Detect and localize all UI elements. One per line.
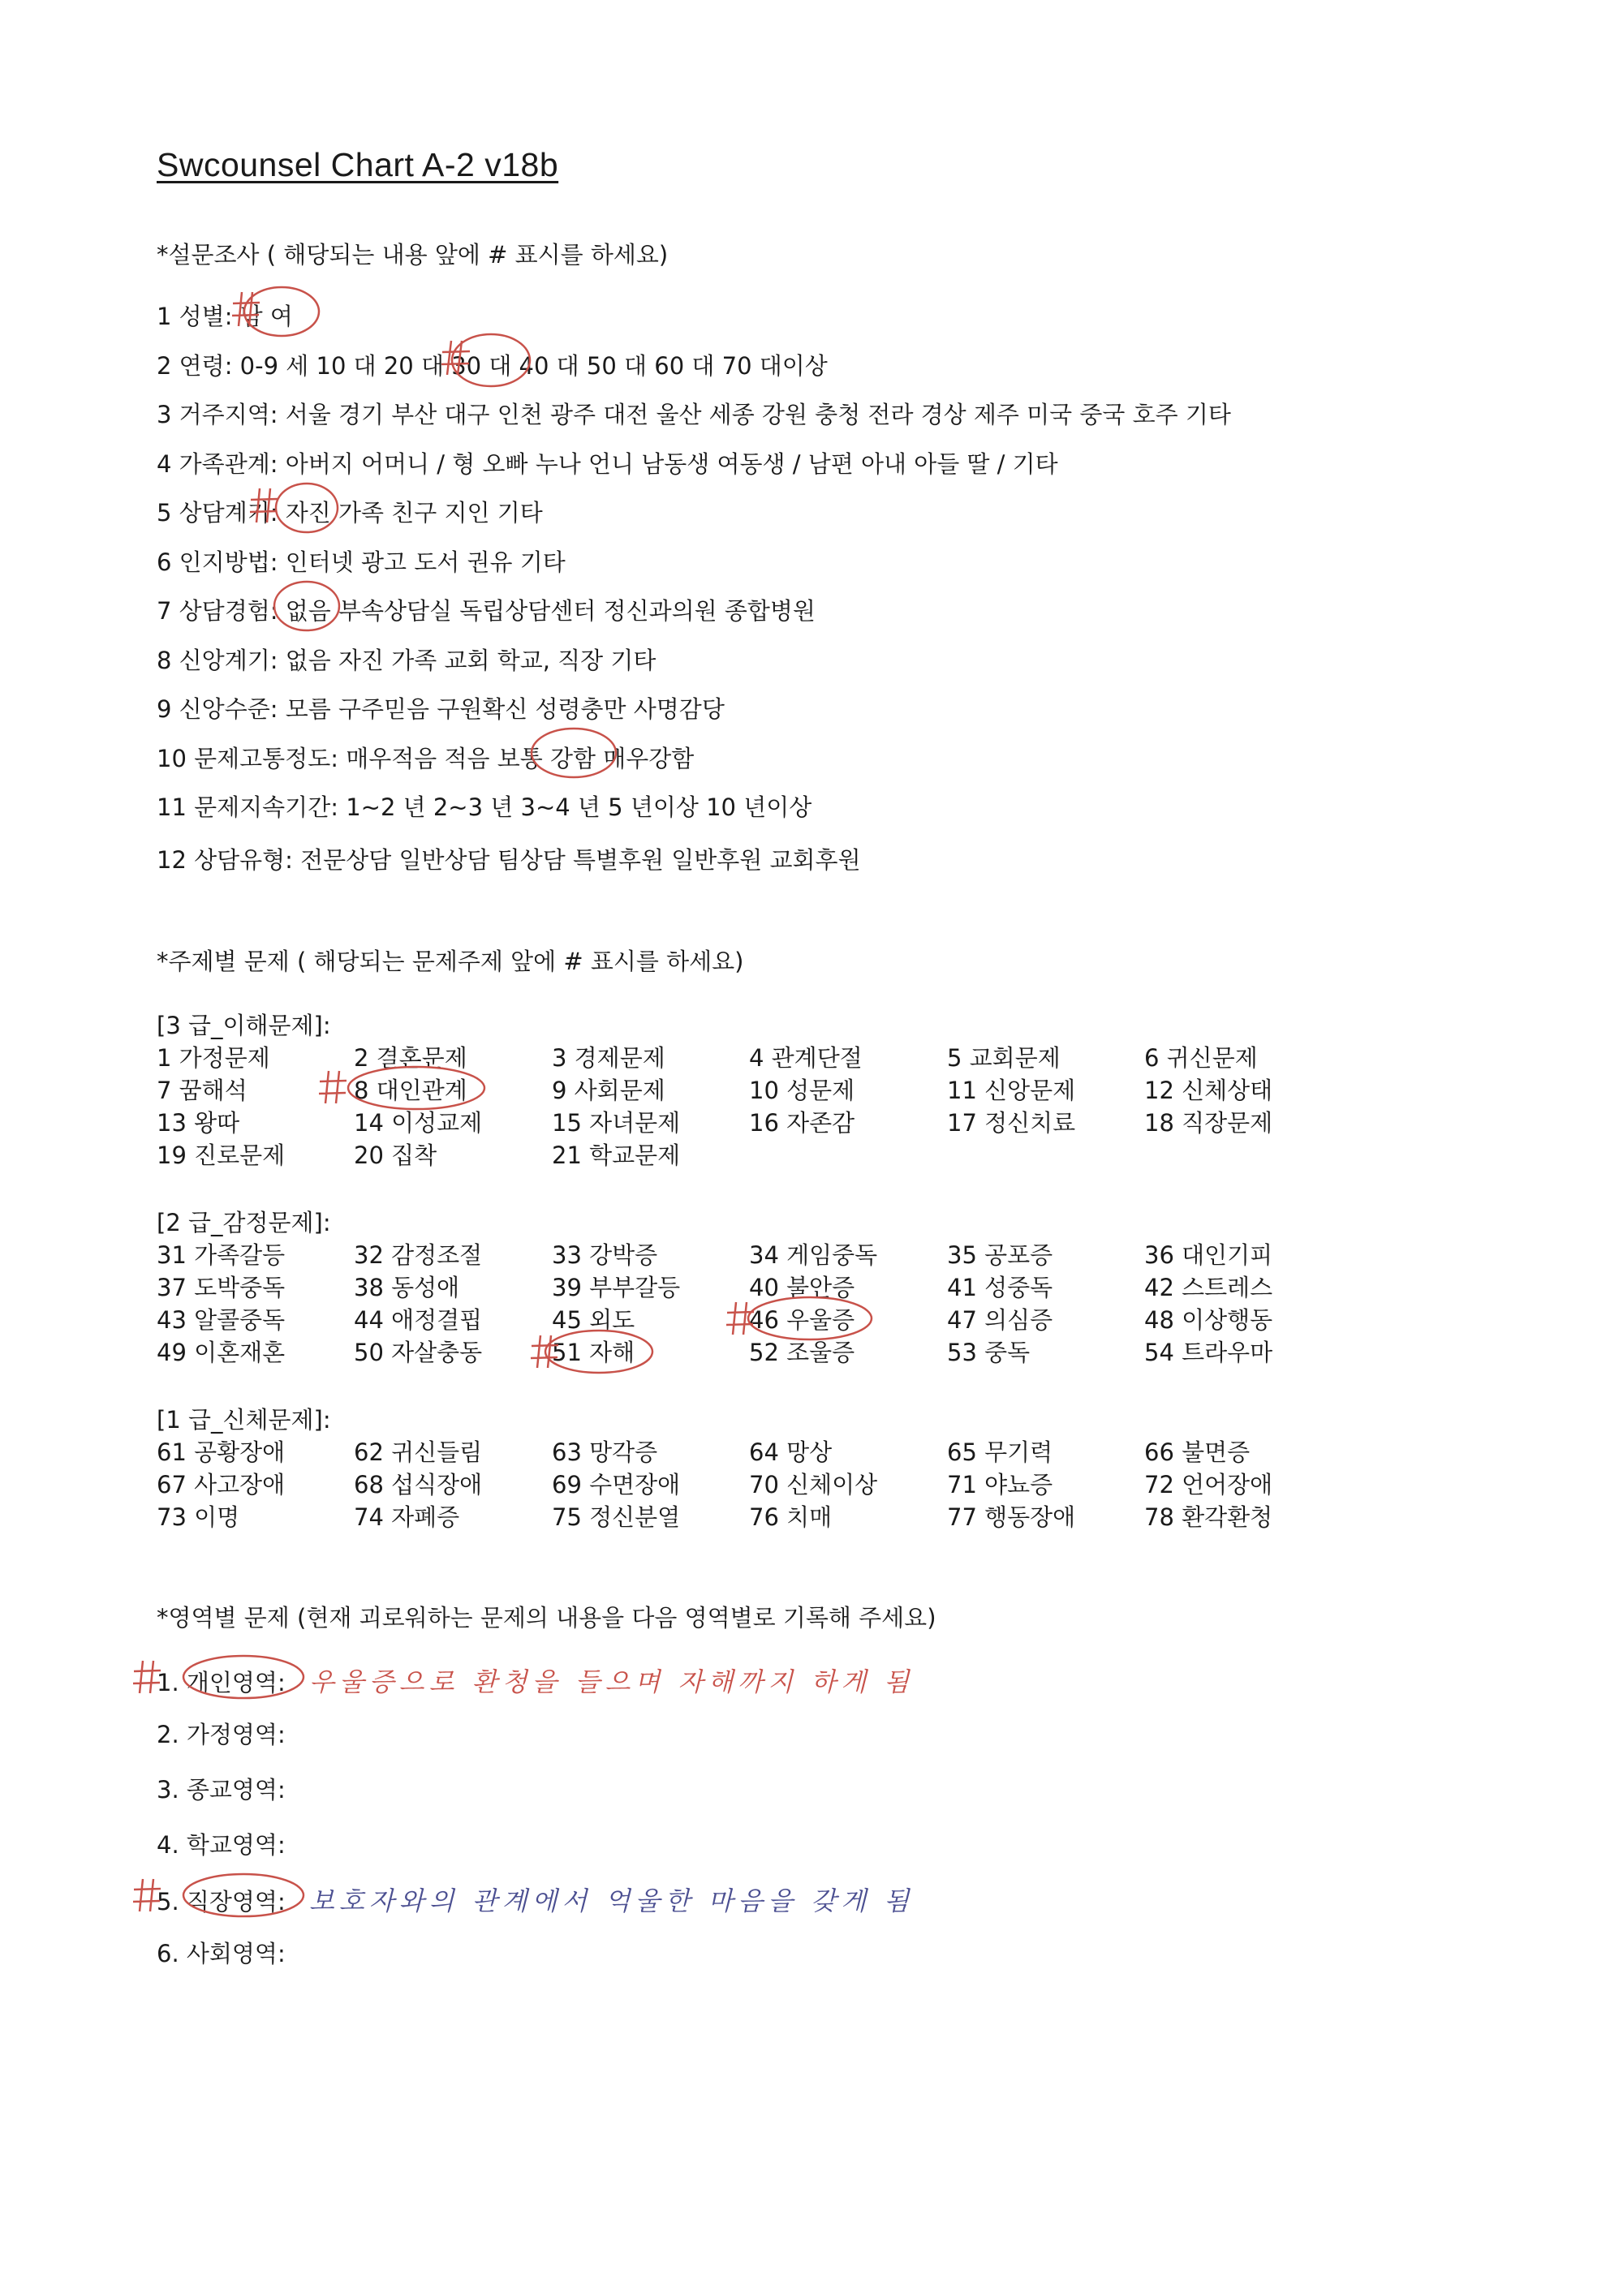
theme-item: 17 정신치료 [947, 1109, 1076, 1137]
document-page [157, 146, 1552, 184]
theme-item: 7 꿈해석 [157, 1077, 248, 1104]
theme-item: 72 언어장애 [1144, 1471, 1273, 1498]
theme-item: 74 자폐증 [354, 1503, 460, 1531]
theme-item: 19 진로문제 [157, 1142, 286, 1169]
theme-item: 20 집착 [354, 1142, 437, 1169]
grade2-label: [2 급_감정문제]: [157, 1209, 331, 1236]
theme-item: 13 왕따 [157, 1109, 240, 1137]
theme-item: 5 교회문제 [947, 1044, 1061, 1072]
theme-item: 64 망상 [749, 1438, 833, 1466]
theme-item: 11 신앙문제 [947, 1077, 1076, 1104]
theme-item: 44 애정결핍 [354, 1306, 483, 1334]
theme-item: 49 이혼재혼 [157, 1339, 286, 1366]
theme-item: 67 사고장애 [157, 1471, 286, 1498]
theme-item: 2 결혼문제 [354, 1044, 467, 1072]
theme-item: 15 자녀문제 [552, 1109, 681, 1137]
theme-item: 9 사회문제 [552, 1077, 665, 1104]
theme-item: 38 동성애 [354, 1274, 460, 1301]
theme-item: 47 의심증 [947, 1306, 1053, 1334]
theme-item: 45 외도 [552, 1306, 635, 1334]
area-personal [157, 1662, 914, 1699]
area-religion-label: 3. 종교영역: [157, 1776, 286, 1804]
area-work [157, 1881, 914, 1918]
grade1-label: [1 급_신체문제]: [157, 1406, 331, 1434]
theme-item: 53 중독 [947, 1339, 1031, 1366]
grade3-label: [3 급_이해문제]: [157, 1012, 331, 1039]
theme-item: 46 우울증 [749, 1306, 855, 1334]
theme-item: 61 공황장애 [157, 1438, 286, 1466]
theme-item: 69 수면장애 [552, 1471, 681, 1498]
theme-item: 43 알콜중독 [157, 1306, 286, 1334]
theme-item: 71 야뇨증 [947, 1471, 1053, 1498]
survey-q11: 11 문제지속기간: 1~2 년 2~3 년 3~4 년 5 년이상 10 년이상 [157, 793, 812, 821]
theme-item: 52 조울증 [749, 1339, 855, 1366]
theme-item: 10 성문제 [749, 1077, 855, 1104]
theme-item: 4 관계단절 [749, 1044, 863, 1072]
theme-item: 78 환각환청 [1144, 1503, 1273, 1531]
survey-q5: 5 상담계기: 자진 가족 친구 지인 기타 [157, 499, 543, 527]
theme-item: 32 감정조절 [354, 1241, 483, 1269]
document-title: Swcounsel Chart A-2 v18b [157, 146, 559, 183]
survey-q2: 2 연령: 0-9 세 10 대 20 대 30 대 40 대 50 대 60 대 70 대이상 [157, 352, 828, 380]
theme-item: 37 도박중독 [157, 1274, 286, 1301]
areas-heading: *영역별 문제 (현재 괴로워하는 문제의 내용을 다음 영역별로 기록해 주세요) [157, 1604, 936, 1632]
survey-heading: *설문조사 ( 해당되는 내용 앞에 # 표시를 하세요) [157, 241, 669, 269]
theme-item: 75 정신분열 [552, 1503, 681, 1531]
theme-item: 16 자존감 [749, 1109, 855, 1137]
theme-item: 42 스트레스 [1144, 1274, 1273, 1301]
theme-item: 35 공포증 [947, 1241, 1053, 1269]
area-work-label: 5. 직장영역: [157, 1888, 286, 1915]
theme-item: 51 자해 [552, 1339, 635, 1366]
survey-q10: 10 문제고통정도: 매우적음 적음 보통 강함 매우강함 [157, 745, 695, 772]
theme-item: 3 경제문제 [552, 1044, 665, 1072]
theme-item: 21 학교문제 [552, 1142, 681, 1169]
theme-item: 65 무기력 [947, 1438, 1053, 1466]
theme-item: 77 행동장애 [947, 1503, 1076, 1531]
theme-item: 39 부부갈등 [552, 1274, 681, 1301]
survey-q8: 8 신앙계기: 없음 자진 가족 교회 학교, 직장 기타 [157, 647, 657, 674]
theme-item: 18 직장문제 [1144, 1109, 1273, 1137]
theme-item: 68 섭식장애 [354, 1471, 483, 1498]
survey-q9: 9 신앙수준: 모름 구주믿음 구원확신 성령충만 사명감당 [157, 695, 725, 723]
theme-item: 12 신체상태 [1144, 1077, 1273, 1104]
area-social-label: 6. 사회영역: [157, 1940, 286, 1967]
area-work-note: 보호자와의 관계에서 억울한 마음을 갖게 됨 [308, 1885, 915, 1916]
area-family-label: 2. 가정영역: [157, 1721, 286, 1748]
survey-q12: 12 상담유형: 전문상담 일반상담 팀상담 특별후원 일반후원 교회후원 [157, 846, 861, 874]
survey-q1: 1 성별: 남 여 [157, 303, 293, 330]
area-school-label: 4. 학교영역: [157, 1831, 286, 1859]
area-personal-label: 1. 개인영역: [157, 1669, 286, 1696]
theme-item: 50 자살충동 [354, 1339, 483, 1366]
theme-item: 36 대인기피 [1144, 1241, 1273, 1269]
theme-item: 70 신체이상 [749, 1471, 878, 1498]
theme-item: 14 이성교제 [354, 1109, 483, 1137]
survey-q7: 7 상담경험: 없음 부속상담실 독립상담센터 정신과의원 종합병원 [157, 597, 816, 625]
theme-item: 33 강박증 [552, 1241, 658, 1269]
survey-q6: 6 인지방법: 인터넷 광고 도서 권유 기타 [157, 548, 566, 576]
theme-item: 31 가족갈등 [157, 1241, 286, 1269]
survey-q3: 3 거주지역: 서울 경기 부산 대구 인천 광주 대전 울산 세종 강원 충청 전라 경상 제주 미국 중국 호주 기타 [157, 401, 1231, 428]
theme-item: 41 성중독 [947, 1274, 1053, 1301]
theme-item: 66 불면증 [1144, 1438, 1251, 1466]
theme-item: 48 이상행동 [1144, 1306, 1273, 1334]
theme-item: 8 대인관계 [354, 1077, 467, 1104]
theme-item: 40 불안증 [749, 1274, 855, 1301]
theme-item: 63 망각증 [552, 1438, 658, 1466]
theme-item: 34 게임중독 [749, 1241, 878, 1269]
theme-item: 76 치매 [749, 1503, 833, 1531]
theme-item: 62 귀신들림 [354, 1438, 483, 1466]
themes-heading: *주제별 문제 ( 해당되는 문제주제 앞에 # 표시를 하세요) [157, 948, 744, 975]
area-personal-note: 우울증으로 환청을 들으며 자해까지 하게 됨 [308, 1666, 915, 1697]
theme-item: 1 가정문제 [157, 1044, 270, 1072]
mark-hash-theme-8 [319, 1071, 347, 1103]
survey-q4: 4 가족관계: 아버지 어머니 / 형 오빠 누나 언니 남동생 여동생 / 남편 아내 아들 딸 / 기타 [157, 450, 1058, 478]
theme-item: 54 트라우마 [1144, 1339, 1273, 1366]
theme-item: 73 이명 [157, 1503, 240, 1531]
theme-item: 6 귀신문제 [1144, 1044, 1258, 1072]
